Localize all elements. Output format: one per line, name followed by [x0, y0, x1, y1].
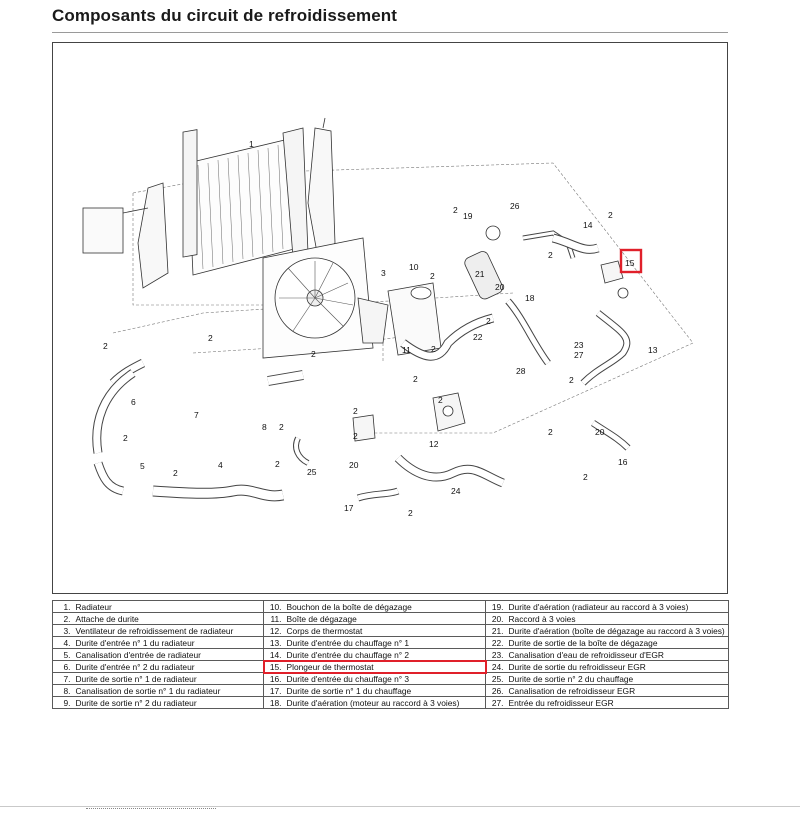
callout-label-5: 5 — [140, 461, 145, 471]
legend-item-label: Canalisation de sortie n° 1 du radiateur — [74, 685, 264, 697]
legend-row — [53, 649, 729, 661]
callout-label-14: 14 — [583, 220, 593, 230]
legend-row — [53, 601, 729, 613]
thermostat-plunger-part — [601, 261, 628, 298]
legend-item-number: 3. — [53, 625, 74, 637]
callout-label-16: 16 — [618, 457, 628, 467]
callout-label-11: 11 — [402, 345, 411, 355]
callout-label-2: 2 — [548, 250, 553, 260]
callout-label-2: 2 — [413, 374, 418, 384]
legend-item-number: 27. — [486, 697, 507, 709]
legend-row — [53, 637, 729, 649]
callout-label-15: 15 — [625, 258, 635, 268]
legend-item-label: Plongeur de thermostat — [285, 661, 486, 673]
footer-marks — [86, 808, 216, 811]
callout-label-2: 2 — [353, 431, 358, 441]
callout-label-2: 2 — [431, 344, 436, 354]
legend-item-number: 19. — [486, 601, 507, 613]
legend-item-number: 5. — [53, 649, 74, 661]
legend-item-label: Entrée du refroidisseur EGR — [507, 697, 729, 709]
callout-label-1: 1 — [249, 139, 254, 149]
legend-item-number: 17. — [264, 685, 285, 697]
callout-label-2: 2 — [353, 406, 358, 416]
callout-label-2: 2 — [103, 341, 108, 351]
callout-label-2: 2 — [173, 468, 178, 478]
legend-item-label: Durite de sortie n° 1 du chauffage — [285, 685, 486, 697]
legend-row — [53, 673, 729, 685]
legend-item-label: Durite de sortie de la boîte de dégazage — [507, 637, 729, 649]
legend-table — [52, 600, 729, 709]
legend-item-number: 6. — [53, 661, 74, 673]
callout-label-13: 13 — [648, 345, 658, 355]
right-bracket-part — [308, 118, 335, 258]
legend-item-number: 23. — [486, 649, 507, 661]
page-title: Composants du circuit de refroidissement — [52, 6, 398, 25]
legend-row — [53, 613, 729, 625]
legend-item-number: 8. — [53, 685, 74, 697]
legend-item-number: 12. — [264, 625, 285, 637]
legend-item-label: Durite de sortie n° 2 du radiateur — [74, 697, 264, 709]
legend-item-label: Durite d'entrée n° 1 du radiateur — [74, 637, 264, 649]
legend-item-label: Boîte de dégazage — [285, 613, 486, 625]
legend-item-number: 22. — [486, 637, 507, 649]
legend-item-label: Bouchon de la boîte de dégazage — [285, 601, 486, 613]
callout-label-18: 18 — [525, 293, 535, 303]
legend-item-number: 14. — [264, 649, 285, 661]
callout-label-2: 2 — [548, 427, 553, 437]
legend-item-number: 21. — [486, 625, 507, 637]
callout-label-2: 2 — [408, 508, 413, 518]
cooling-circuit-illustration — [53, 43, 729, 595]
left-bracket-part — [83, 183, 168, 288]
callout-label-21: 21 — [475, 269, 485, 279]
legend-item-label: Raccord à 3 voies — [507, 613, 729, 625]
legend-item-label: Durite de sortie n° 1 de radiateur — [74, 673, 264, 685]
legend-item-number: 24. — [486, 661, 507, 673]
callout-label-19: 19 — [463, 211, 473, 221]
callout-label-20: 20 — [349, 460, 359, 470]
callout-label-2: 2 — [275, 459, 280, 469]
legend-item-number: 1. — [53, 601, 74, 613]
legend-item-number: 18. — [264, 697, 285, 709]
legend-item-number: 25. — [486, 673, 507, 685]
callout-label-23: 23 — [574, 340, 584, 350]
legend-item-label: Durite d'entrée du chauffage n° 1 — [285, 637, 486, 649]
callout-label-10: 10 — [409, 262, 419, 272]
callout-label-26: 26 — [510, 201, 520, 211]
footer-divider — [0, 806, 800, 807]
legend-item-number: 11. — [264, 613, 285, 625]
legend-row — [53, 625, 729, 637]
callout-label-2: 2 — [453, 205, 458, 215]
legend-item-number: 20. — [486, 613, 507, 625]
legend-item-label: Durite de sortie du refroidisseur EGR — [507, 661, 729, 673]
legend-item-label: Durite d'aération (radiateur au raccord à 3 voies) — [507, 601, 729, 613]
callout-label-2: 2 — [486, 316, 491, 326]
callout-label-8: 8 — [262, 422, 267, 432]
legend-item-number: 13. — [264, 637, 285, 649]
callout-label-28: 28 — [516, 366, 526, 376]
legend-item-number: 16. — [264, 673, 285, 685]
fan-shroud-part — [263, 238, 373, 358]
legend-item-label: Durite d'entrée du chauffage n° 2 — [285, 649, 486, 661]
callout-label-12: 12 — [429, 439, 439, 449]
callout-label-2: 2 — [311, 349, 316, 359]
callout-label-3: 3 — [381, 268, 386, 278]
legend-item-label: Radiateur — [74, 601, 264, 613]
callout-label-2: 2 — [123, 433, 128, 443]
legend-item-number: 26. — [486, 685, 507, 697]
callout-label-2: 2 — [608, 210, 613, 220]
callout-label-2: 2 — [430, 271, 435, 281]
legend-item-label: Ventilateur de refroidissement de radiateur — [74, 625, 264, 637]
legend-item-label: Canalisation de refroidisseur EGR — [507, 685, 729, 697]
callout-label-2: 2 — [279, 422, 284, 432]
legend-item-number: 15. — [264, 661, 285, 673]
legend-item-number: 10. — [264, 601, 285, 613]
callout-label-25: 25 — [307, 467, 317, 477]
callout-label-17: 17 — [344, 503, 354, 513]
callout-label-2: 2 — [569, 375, 574, 385]
title-divider — [52, 32, 728, 33]
callout-label-20: 20 — [495, 282, 505, 292]
exploded-diagram — [52, 42, 728, 594]
legend-item-number: 2. — [53, 613, 74, 625]
callout-label-2: 2 — [438, 395, 443, 405]
legend-row — [53, 697, 729, 709]
callout-label-20: 20 — [595, 427, 605, 437]
legend-item-number: 7. — [53, 673, 74, 685]
callout-label-24: 24 — [451, 486, 461, 496]
callout-label-7: 7 — [194, 410, 199, 420]
legend-item-number: 9. — [53, 697, 74, 709]
callout-label-2: 2 — [208, 333, 213, 343]
callout-label-4: 4 — [218, 460, 223, 470]
legend-row — [53, 661, 729, 673]
legend-row — [53, 685, 729, 697]
legend-item-label: Canalisation d'eau de refroidisseur d'EGR — [507, 649, 729, 661]
callout-label-27: 27 — [574, 350, 584, 360]
legend-item-number: 4. — [53, 637, 74, 649]
legend-item-label: Corps de thermostat — [285, 625, 486, 637]
legend-item-label: Durite de sortie n° 2 du chauffage — [507, 673, 729, 685]
legend-item-label: Canalisation d'entrée de radiateur — [74, 649, 264, 661]
legend-item-label: Durite d'entrée n° 2 du radiateur — [74, 661, 264, 673]
legend-item-label: Durite d'aération (boîte de dégazage au raccord à 3 voies) — [507, 625, 729, 637]
legend-item-label: Durite d'aération (moteur au raccord à 3 voies) — [285, 697, 486, 709]
callout-label-22: 22 — [473, 332, 483, 342]
callout-label-6: 6 — [131, 397, 136, 407]
callout-label-2: 2 — [583, 472, 588, 482]
legend-item-label: Durite d'entrée du chauffage n° 3 — [285, 673, 486, 685]
legend-item-label: Attache de durite — [74, 613, 264, 625]
